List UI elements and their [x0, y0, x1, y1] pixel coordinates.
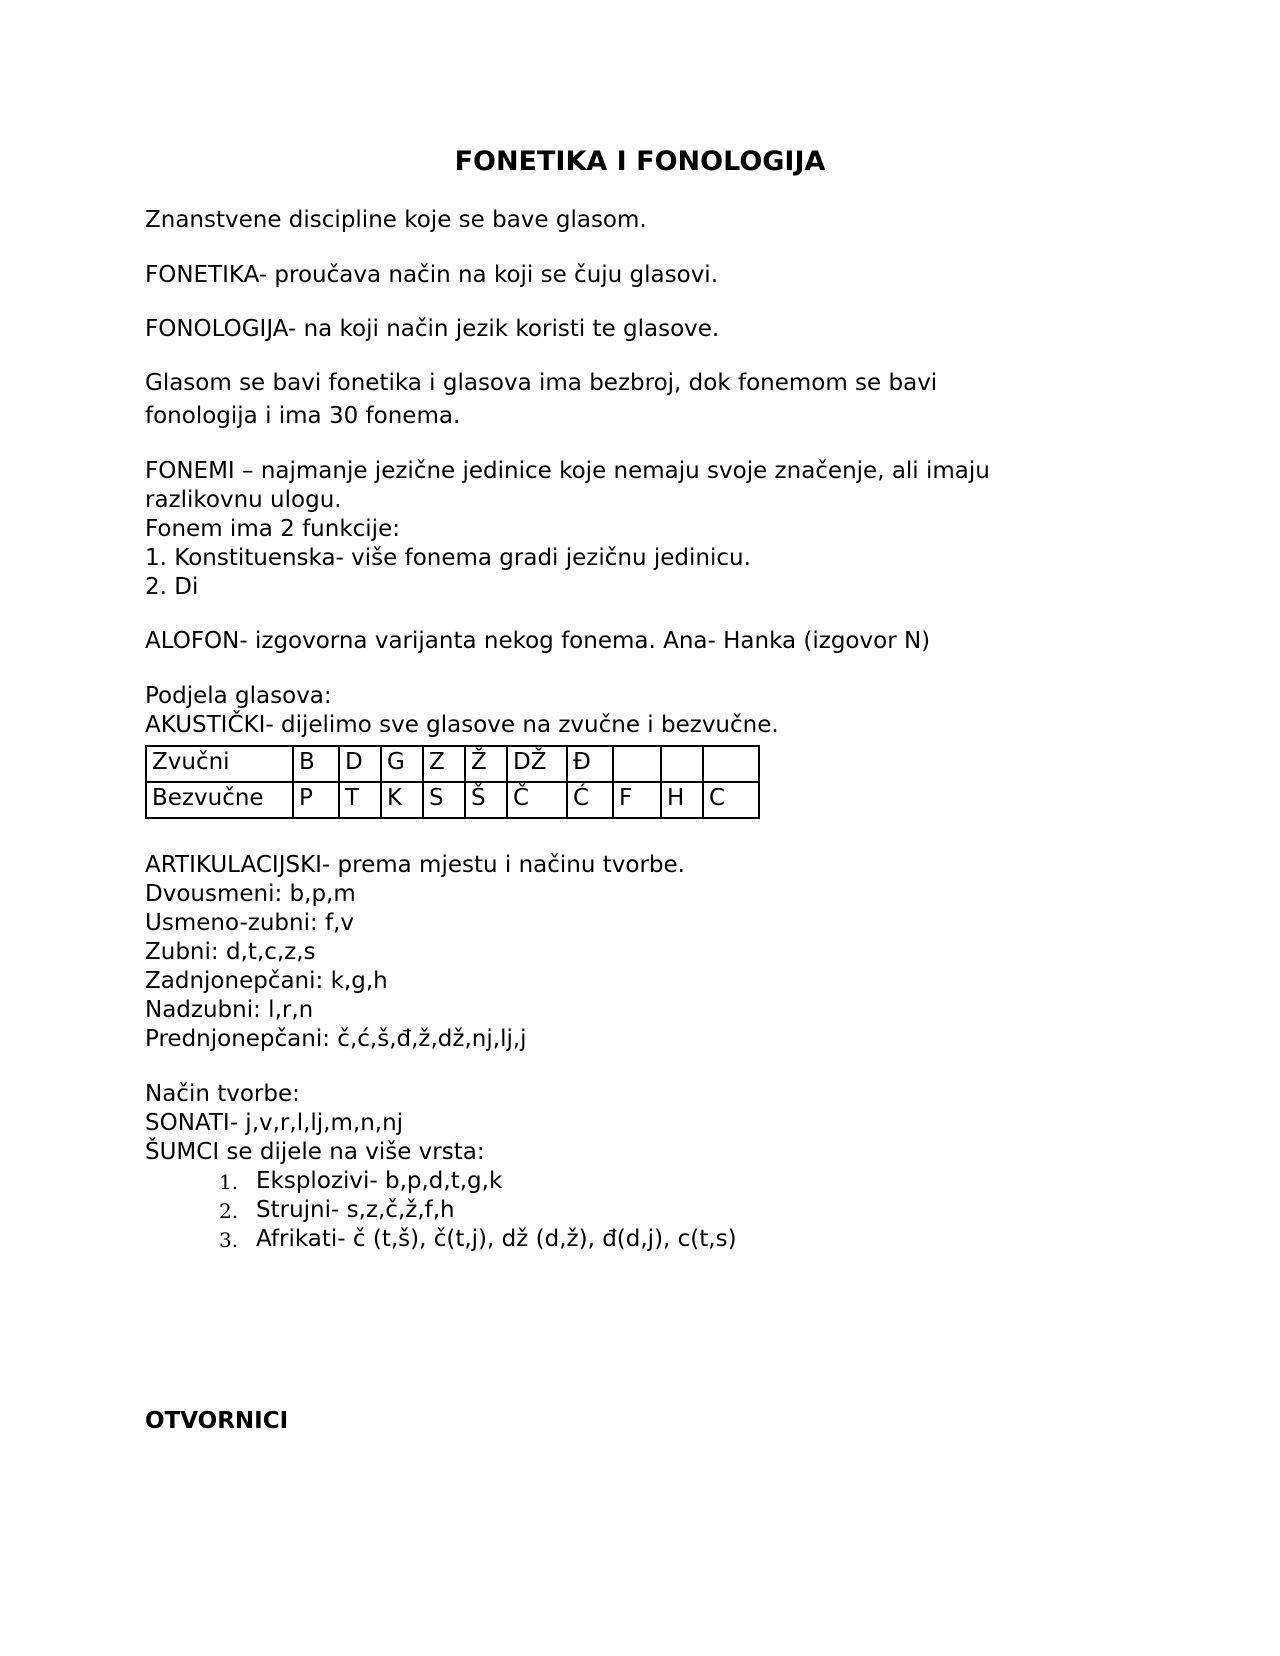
page-title: FONETIKA I FONOLOGIJA	[454, 146, 826, 177]
fonemi-definition-line-2: razlikovnu ulogu.	[145, 487, 342, 513]
glas-paragraph-line-2: fonologija i ima 30 fonema.	[145, 403, 461, 429]
prednjonepcani-line: Prednjonepčani: č,ć,š,đ,ž,dž,nj,lj,j	[145, 1026, 527, 1052]
table-cell: G	[381, 746, 423, 782]
table-cell: Š	[465, 782, 507, 818]
table-row	[146, 782, 759, 818]
table-cell: Č	[507, 782, 567, 818]
artikulacijski-definition: ARTIKULACIJSKI- prema mjestu i načinu tvorbe.	[145, 852, 685, 878]
table-cell: DŽ	[507, 746, 567, 782]
nadzubni-line: Nadzubni: l,r,n	[145, 997, 314, 1023]
funkcija-item-2: 2. Di	[145, 574, 199, 600]
table-cell: H	[661, 782, 703, 818]
table-cell: D	[339, 746, 381, 782]
table-cell	[613, 746, 661, 782]
list-item: Afrikati- č (t,š), č(t,j), dž (d,ž), đ(d,j), c(t,s)	[256, 1226, 737, 1252]
table-cell: P	[293, 782, 339, 818]
fonologija-definition: FONOLOGIJA- na koji način jezik koristi te glasove.	[145, 316, 720, 342]
fonetika-definition: FONETIKA- proučava način na koji se čuju glasovi.	[145, 262, 719, 288]
table-cell: F	[613, 782, 661, 818]
list-item-number: 2.	[219, 1199, 239, 1223]
table-cell	[703, 746, 759, 782]
usmeno-zubni-line: Usmeno-zubni: f,v	[145, 910, 355, 936]
sumci-line: ŠUMCI se dijele na više vrsta:	[145, 1139, 485, 1165]
podjela-heading: Podjela glasova:	[145, 683, 332, 709]
table-cell: Ć	[567, 782, 613, 818]
fonem-funkcije: Fonem ima 2 funkcije:	[145, 516, 400, 542]
alofon-definition: ALOFON- izgovorna varijanta nekog fonema. Ana- Hanka (izgovor N)	[145, 628, 931, 654]
table-cell: S	[423, 782, 465, 818]
zubni-line: Zubni: d,t,c,z,s	[145, 939, 316, 965]
table-cell: C	[703, 782, 759, 818]
list-item: Strujni- s,z,č,ž,f,h	[256, 1197, 455, 1223]
otvornici-heading: OTVORNICI	[145, 1408, 289, 1434]
table-cell: T	[339, 782, 381, 818]
list-item-number: 1.	[219, 1170, 239, 1194]
voicing-table	[145, 745, 760, 819]
dvousmeni-line: Dvousmeni: b,p,m	[145, 881, 356, 907]
nacin-tvorbe-heading: Način tvorbe:	[145, 1081, 300, 1107]
list-item: Eksplozivi- b,p,d,t,g,k	[256, 1168, 503, 1194]
sonati-line: SONATI- j,v,r,l,lj,m,n,nj	[145, 1110, 404, 1136]
table-cell: Z	[423, 746, 465, 782]
table-cell: B	[293, 746, 339, 782]
table-cell	[661, 746, 703, 782]
table-row-label: Zvučni	[146, 746, 293, 782]
table-cell: Đ	[567, 746, 613, 782]
table-cell: K	[381, 782, 423, 818]
zadnjonepcani-line: Zadnjonepčani: k,g,h	[145, 968, 388, 994]
table-row	[146, 746, 759, 782]
fonemi-definition-line-1: FONEMI – najmanje jezične jedinice koje nemaju svoje značenje, ali imaju	[145, 458, 990, 484]
glas-paragraph-line-1: Glasom se bavi fonetika i glasova ima bezbroj, dok fonemom se bavi	[145, 370, 938, 396]
table-row-label: Bezvučne	[146, 782, 293, 818]
funkcija-item-1: 1. Konstituenska- više fonema gradi jezičnu jedinicu.	[145, 545, 751, 571]
akusticki-definition: AKUSTIČKI- dijelimo sve glasove na zvučne i bezvučne.	[145, 712, 779, 738]
table-cell: Ž	[465, 746, 507, 782]
list-item-number: 3.	[219, 1228, 239, 1252]
intro-text: Znanstvene discipline koje se bave glasom.	[145, 207, 647, 233]
